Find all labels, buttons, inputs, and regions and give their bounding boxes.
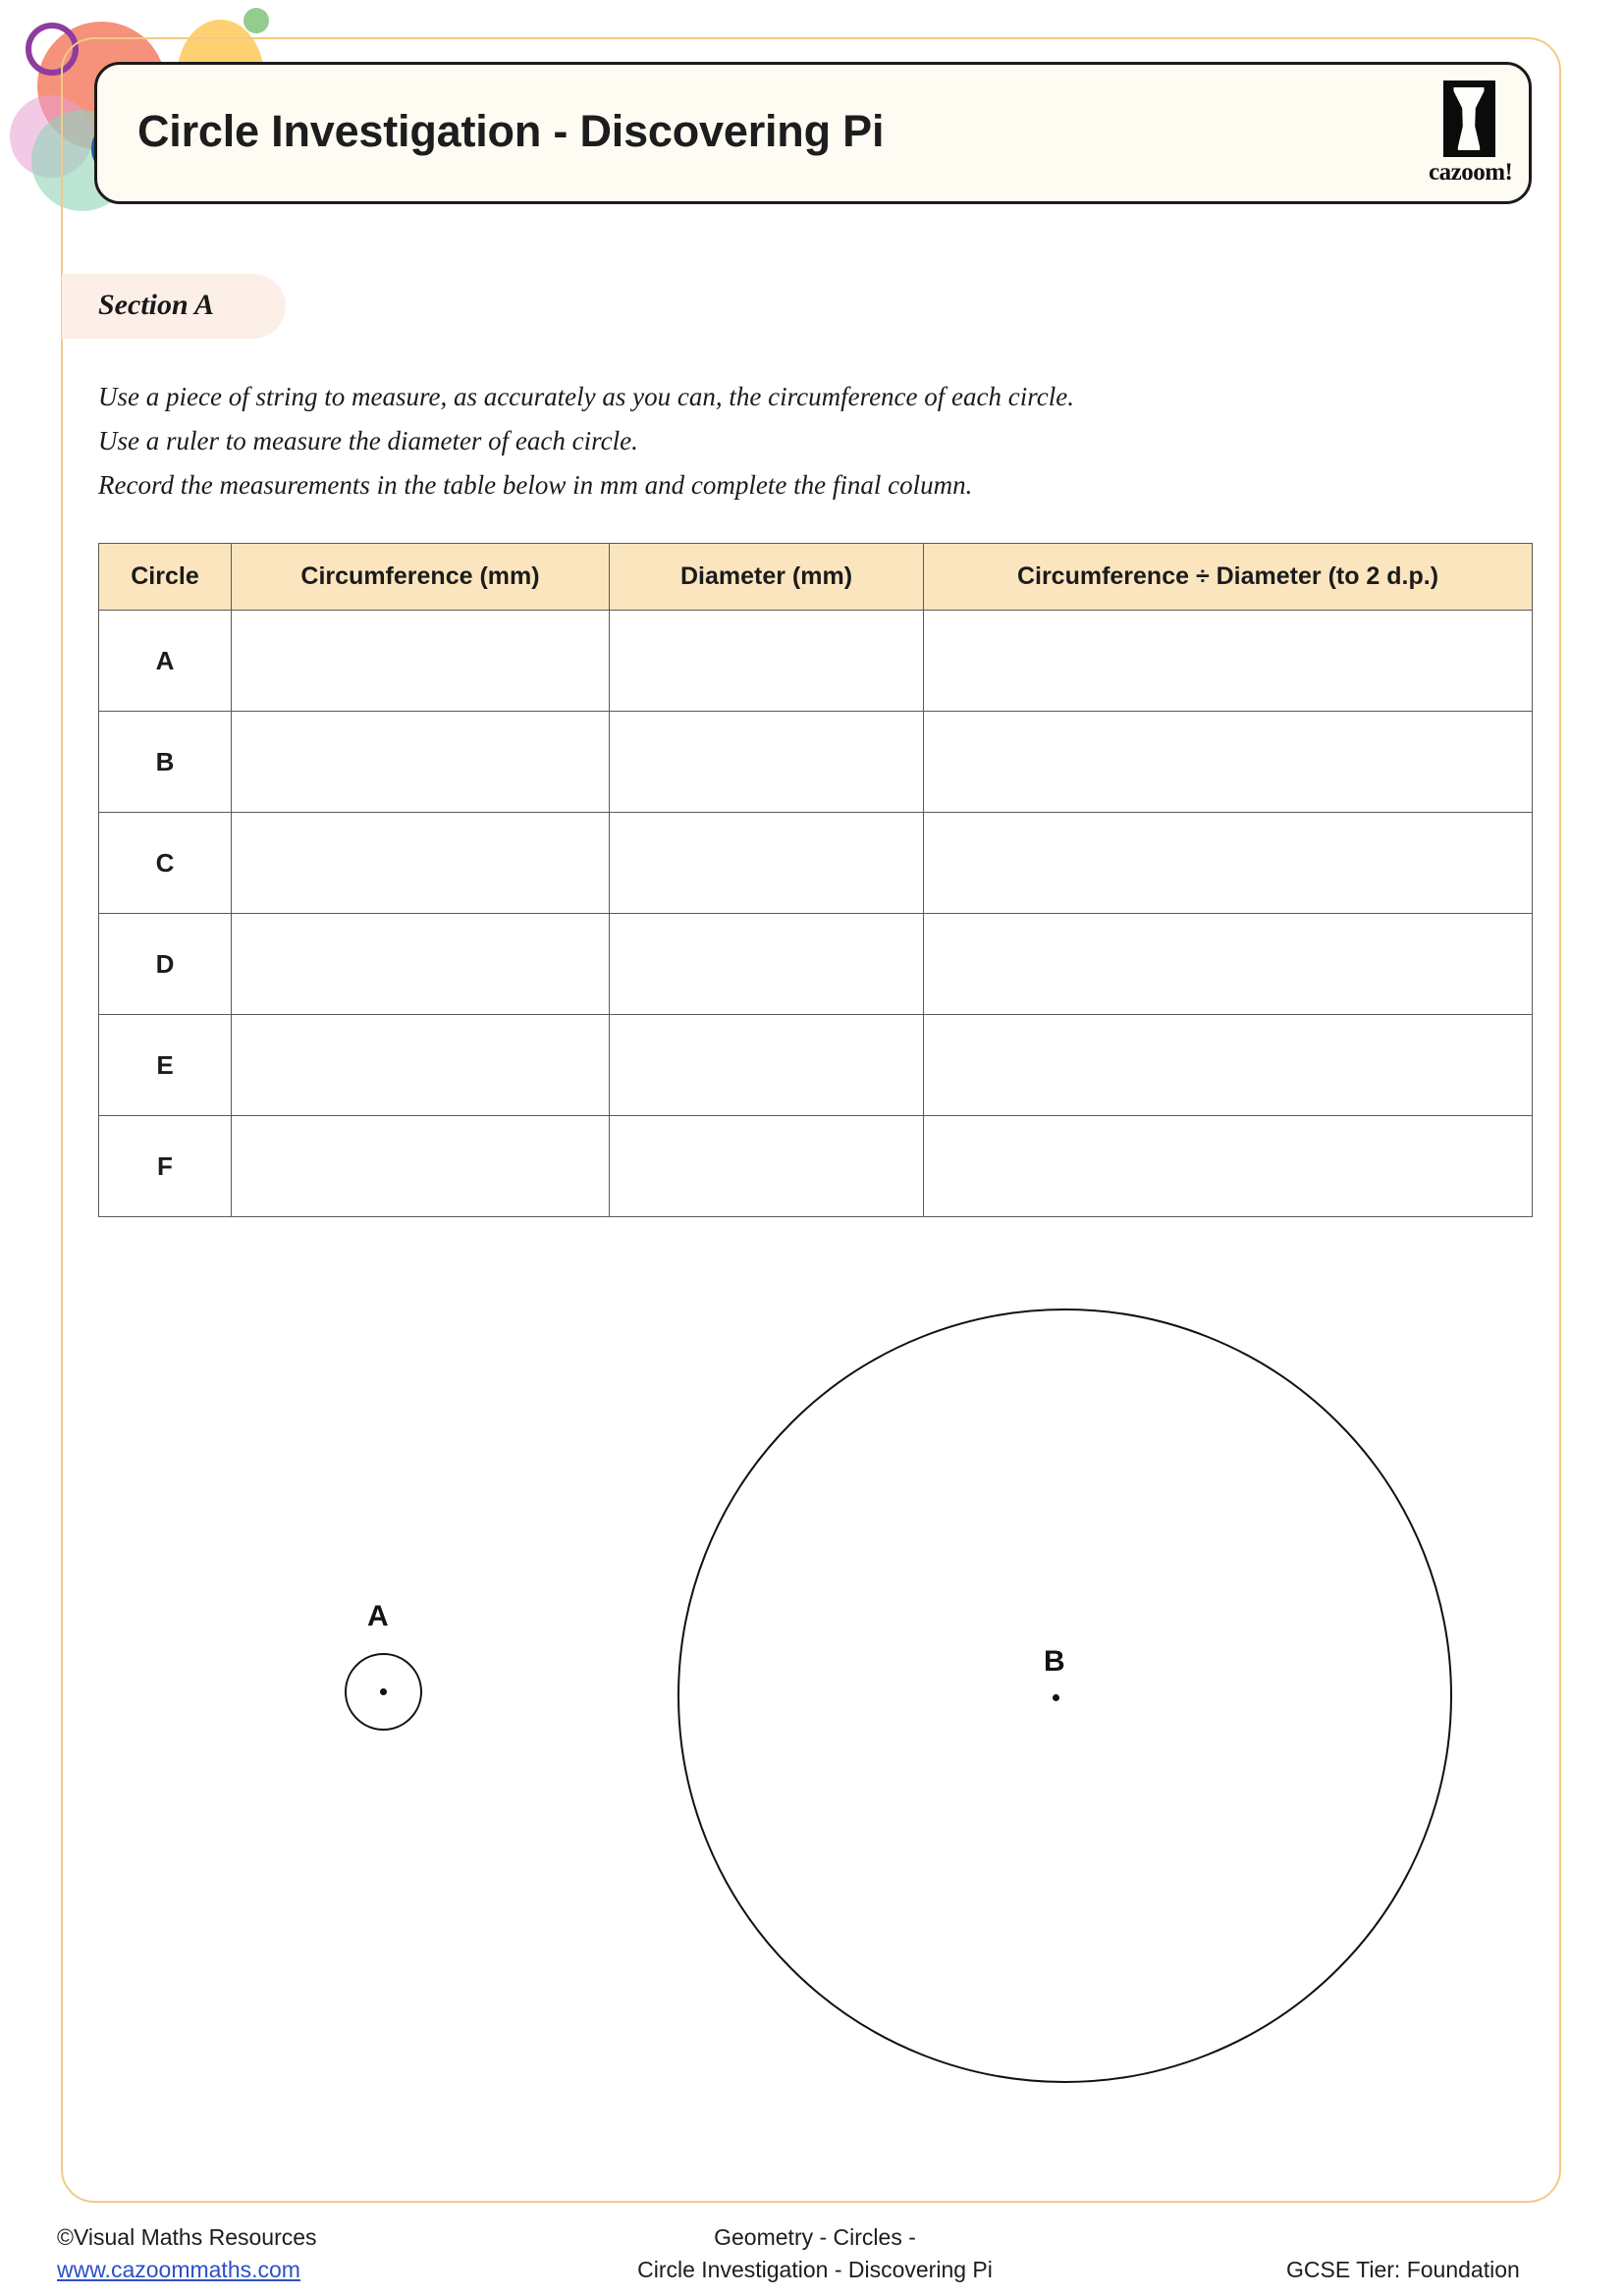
footer-center (589, 2221, 1041, 2286)
footer-tier: GCSE Tier: Foundation (1286, 2257, 1520, 2282)
footer-copyright: ©Visual Maths Resources (57, 2224, 317, 2250)
footer-left (57, 2221, 317, 2286)
table-row (99, 914, 1533, 1015)
table-row (99, 1116, 1533, 1217)
cell-circle-a: A (99, 611, 232, 712)
goblet-glyph (1454, 87, 1485, 150)
cell-ratio-b[interactable] (924, 712, 1533, 813)
column-header-circle: Circle (99, 544, 232, 611)
logo-wordmark: cazoom! (1429, 159, 1513, 186)
cell-diameter-c[interactable] (610, 813, 924, 914)
diagram-circle-b (677, 1308, 1452, 2083)
cell-diameter-d[interactable] (610, 914, 924, 1015)
cell-diameter-f[interactable] (610, 1116, 924, 1217)
cazoom-logo (1429, 80, 1513, 188)
footer-topic-line-1: Geometry - Circles - (714, 2224, 916, 2250)
cell-circumference-f[interactable] (232, 1116, 610, 1217)
footer-website-link[interactable]: www.cazoommaths.com (57, 2257, 300, 2282)
diagram-circle-a-center-dot (380, 1688, 387, 1695)
cell-diameter-b[interactable] (610, 712, 924, 813)
cell-ratio-f[interactable] (924, 1116, 1533, 1217)
table-row (99, 611, 1533, 712)
cell-circumference-c[interactable] (232, 813, 610, 914)
diagram-circle-b-center-dot (1053, 1694, 1059, 1701)
table-header-row (99, 544, 1533, 611)
instruction-line-3: Record the measurements in the table below in mm and complete the final column. (98, 470, 973, 500)
measurements-table (98, 543, 1533, 1217)
instruction-line-2: Use a ruler to measure the diameter of each circle. (98, 426, 638, 455)
cazoom-goblet-icon (1443, 80, 1495, 157)
instructions-block (98, 375, 1473, 507)
cell-circumference-d[interactable] (232, 914, 610, 1015)
decorative-circle-green (244, 8, 269, 33)
cell-ratio-d[interactable] (924, 914, 1533, 1015)
column-header-circumference: Circumference (mm) (232, 544, 610, 611)
cell-circumference-b[interactable] (232, 712, 610, 813)
diagram-circle-a-label: A (367, 1600, 389, 1632)
cell-circumference-e[interactable] (232, 1015, 610, 1116)
page-title: Circle Investigation - Discovering Pi (137, 106, 885, 156)
table-row (99, 712, 1533, 813)
column-header-ratio: Circumference ÷ Diameter (to 2 d.p.) (924, 544, 1533, 611)
cell-ratio-e[interactable] (924, 1015, 1533, 1116)
footer-topic-line-2: Circle Investigation - Discovering Pi (637, 2257, 993, 2282)
decorative-ring-purple (26, 23, 79, 76)
cell-circle-b: B (99, 712, 232, 813)
column-header-diameter: Diameter (mm) (610, 544, 924, 611)
table-row (99, 1015, 1533, 1116)
table-row (99, 813, 1533, 914)
section-label: Section A (98, 289, 215, 321)
cell-circle-f: F (99, 1116, 232, 1217)
cell-circumference-a[interactable] (232, 611, 610, 712)
cell-ratio-c[interactable] (924, 813, 1533, 914)
diagram-circle-b-label: B (1044, 1645, 1065, 1678)
instruction-line-1: Use a piece of string to measure, as accurately as you can, the circumference of each circle. (98, 382, 1074, 411)
cell-diameter-e[interactable] (610, 1015, 924, 1116)
cell-diameter-a[interactable] (610, 611, 924, 712)
cell-ratio-a[interactable] (924, 611, 1533, 712)
cell-circle-c: C (99, 813, 232, 914)
cell-circle-e: E (99, 1015, 232, 1116)
cell-circle-d: D (99, 914, 232, 1015)
page-footer (0, 2214, 1624, 2296)
